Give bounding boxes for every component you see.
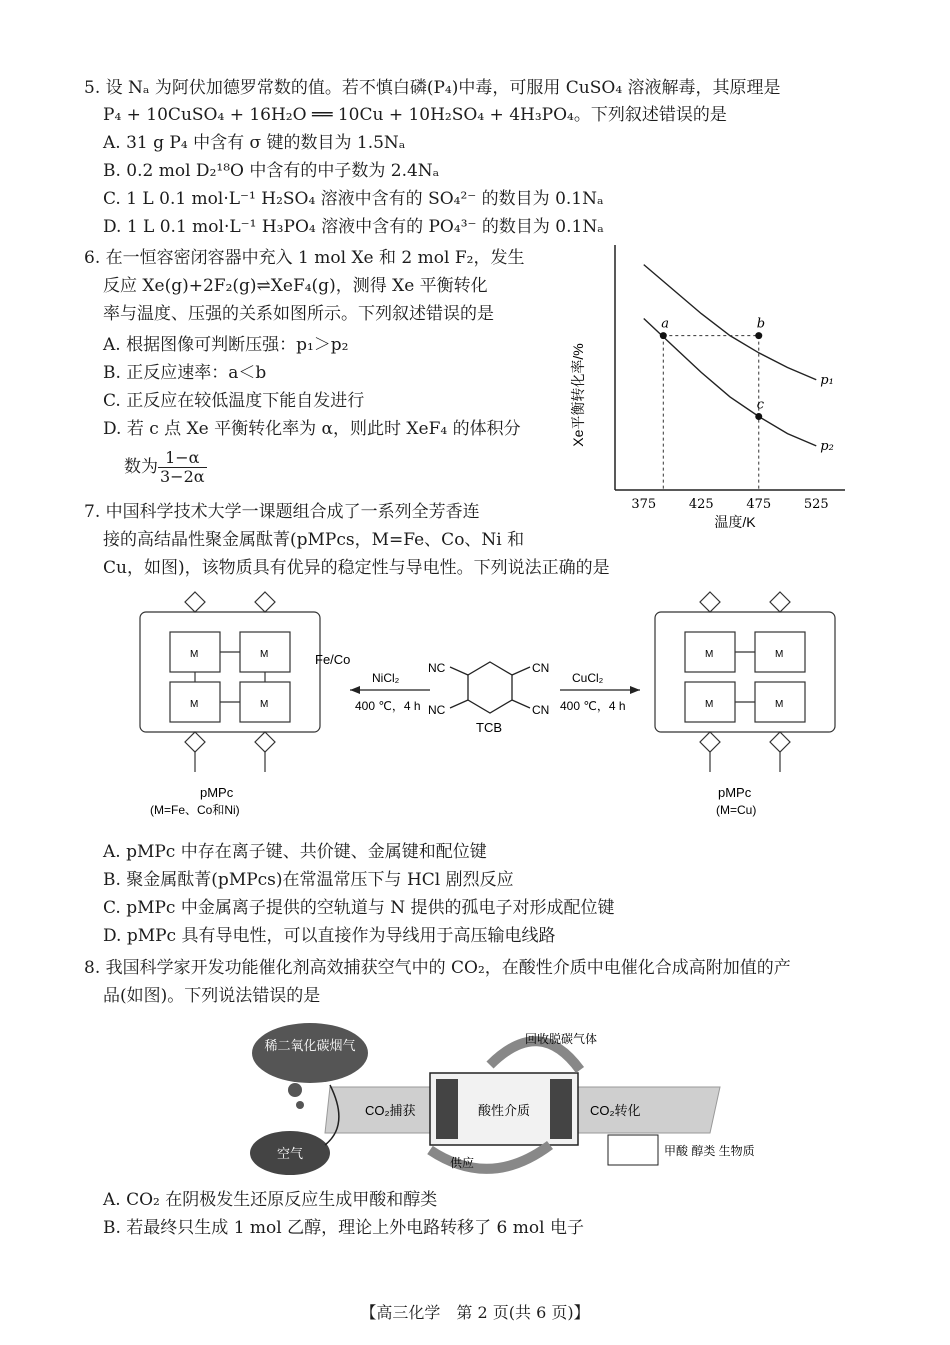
q7-stem-line1: 7. 中国科学技术大学一课题组合成了一系列全芳香连: [84, 502, 480, 522]
right-arrow-head: [630, 686, 640, 694]
q6-stem-line1: 6. 在一恒容密闭容器中充入 1 mol Xe 和 2 mol F₂，发生: [84, 248, 525, 268]
point-b: [755, 332, 762, 339]
point-label-a: a: [661, 316, 670, 332]
left-metal-label: Fe/Co: [315, 652, 351, 667]
x-tick-475: 475: [746, 497, 772, 512]
x-tick-375: 375: [631, 497, 657, 512]
metal-m-5: M: [705, 649, 714, 660]
products-icon: [608, 1135, 658, 1165]
left-pmpc-label: pMPc: [200, 785, 234, 800]
point-c: [755, 413, 762, 420]
pmpc-left-structure: [140, 592, 320, 772]
q6-frac-den: 3−2α: [160, 467, 205, 486]
q6-frac-num: 1−α: [158, 449, 207, 468]
cloud-dot-1: [288, 1083, 302, 1097]
q5-stem-line2: P₄ + 10CuSO₄ + 16H₂O ══ 10Cu + 10H₂SO₄ + 4H₃PO₄。下列叙述错误的是: [103, 105, 727, 125]
cloud-label: 稀二氧化碳烟气: [264, 1038, 356, 1053]
left-arrow-head: [350, 686, 360, 694]
q7-stem-line3: Cu，如图)，该物质具有优异的稳定性与导电性。下列说法正确的是: [103, 558, 610, 578]
q6-option-b: B. 正反应速率：a＜b: [103, 363, 267, 383]
q6-stem-line3: 率与温度、压强的关系如图所示。下列叙述错误的是: [103, 304, 494, 324]
products-label: 甲酸 醇类 生物质: [664, 1144, 755, 1158]
pmpc-right-structure: [655, 592, 835, 772]
series-label-2: p₂: [820, 438, 834, 454]
x-tick-525: 525: [803, 497, 829, 512]
q6-option-d: D. 若 c 点 Xe 平衡转化率为 α，则此时 XeF₄ 的体积分: [103, 419, 521, 439]
metal-m-8: M: [775, 699, 784, 710]
x-axis-label: 温度/K: [714, 514, 756, 530]
recycle-label: 回收脱碳气体: [525, 1032, 598, 1046]
point-label-c: c: [756, 397, 765, 413]
point-a: [660, 332, 667, 339]
metal-m-3: M: [190, 699, 199, 710]
right-reagent: CuCl₂: [572, 671, 604, 685]
metal-m-7: M: [705, 699, 714, 710]
q5-option-b: B. 0.2 mol D₂¹⁸O 中含有的中子数为 2.4Nₐ: [103, 161, 440, 181]
series-label-1: p₁: [820, 372, 834, 388]
q5-option-c: C. 1 L 0.1 mol·L⁻¹ H₂SO₄ 溶液中含有的 SO₄²⁻ 的数目为 0.1Nₐ: [103, 189, 604, 209]
right-condition: 400 ℃，4 h: [560, 699, 626, 713]
q6-fraction: [158, 449, 207, 486]
supply-label: 供应: [450, 1156, 475, 1170]
q7-option-b: B. 聚金属酞菁(pMPcs)在常温常压下与 HCl 剧烈反应: [103, 870, 514, 890]
x-tick-425: 425: [688, 497, 714, 512]
electrode-left: [436, 1079, 458, 1139]
series-line-2: [644, 316, 817, 446]
q7-stem-line2: 接的高结晶性聚金属酞菁(pMPcs，M=Fe、Co、Ni 和: [103, 530, 525, 550]
tcb-nc-2: NC: [428, 703, 446, 717]
capture-label: CO₂捕获: [365, 1103, 416, 1118]
q5-option-d: D. 1 L 0.1 mol·L⁻¹ H₃PO₄ 溶液中含有的 PO₄³⁻ 的数目为 0.1Nₐ: [103, 217, 604, 237]
right-pmpc-label: pMPc: [718, 785, 752, 800]
tcb-cn-1: CN: [532, 661, 550, 675]
metal-m-2: M: [260, 649, 269, 660]
q8-option-a: A. CO₂ 在阴极发生还原反应生成甲酸和醇类: [103, 1190, 438, 1210]
series-line-1: [644, 265, 817, 380]
page-footer: 【高三化学 第 2 页(共 6 页)】: [360, 1303, 590, 1322]
q7-option-c: C. pMPc 中金属离子提供的空轨道与 N 提供的孤电子对形成配位键: [103, 898, 615, 918]
co2-capture-figure: [240, 1015, 755, 1185]
point-label-b: b: [756, 316, 766, 332]
metal-m-6: M: [775, 649, 784, 660]
pmpc-synthesis-figure: [110, 582, 870, 832]
metal-m-1: M: [190, 649, 199, 660]
left-pmpc-sub: (M=Fe、Co和Ni): [150, 803, 240, 817]
supply-arrow: [430, 1145, 550, 1169]
q8-option-b: B. 若最终只生成 1 mol 乙醇，理论上外电路转移了 6 mol 电子: [103, 1218, 584, 1238]
q6-stem-line2: 反应 Xe(g)+2F₂(g)⇌XeF₄(g)，测得 Xe 平衡转化: [103, 276, 488, 296]
q6-option-d-cont: [124, 449, 207, 486]
tcb-cn-2: CN: [532, 703, 550, 717]
air-label: 空气: [276, 1146, 304, 1161]
tcb-label: TCB: [476, 720, 502, 735]
left-condition: 400 ℃，4 h: [355, 699, 421, 713]
y-axis-label: Xe平衡转化率/%: [570, 343, 586, 447]
q7-option-d: D. pMPc 具有导电性，可以直接作为导线用于高压输电线路: [103, 926, 556, 946]
tcb-molecule: [450, 662, 530, 713]
electrode-right: [550, 1079, 572, 1139]
tcb-nc-1: NC: [428, 661, 446, 675]
q5-option-a: A. 31 g P₄ 中含有 σ 键的数目为 1.5Nₐ: [103, 133, 406, 153]
cloud-dot-2: [296, 1101, 304, 1109]
left-reagent: NiCl₂: [372, 671, 400, 685]
convert-label: CO₂转化: [590, 1103, 641, 1118]
medium-label: 酸性介质: [477, 1103, 531, 1118]
flue-gas-cloud: [252, 1023, 368, 1083]
q7-option-a: A. pMPc 中存在离子键、共价键、金属键和配位键: [103, 842, 487, 862]
q5-stem-line1: 5. 设 Nₐ 为阿伏加德罗常数的值。若不慎白磷(P₄)中毒，可服用 CuSO₄ 溶液解毒，其原理是: [84, 78, 781, 98]
q6-option-a: A. 根据图像可判断压强：p₁＞p₂: [103, 335, 349, 355]
right-pmpc-sub: (M=Cu): [716, 803, 757, 817]
q6-option-c: C. 正反应在较低温度下能自发进行: [103, 391, 365, 411]
q6-d-prefix: 数为: [124, 457, 158, 477]
xe-conversion-chart: [555, 245, 855, 535]
metal-m-4: M: [260, 699, 269, 710]
q8-stem-line1: 8. 我国科学家开发功能催化剂高效捕获空气中的 CO₂，在酸性介质中电催化合成高附加值的产: [84, 958, 791, 978]
q8-stem-line2: 品(如图)。下列说法错误的是: [103, 986, 321, 1006]
